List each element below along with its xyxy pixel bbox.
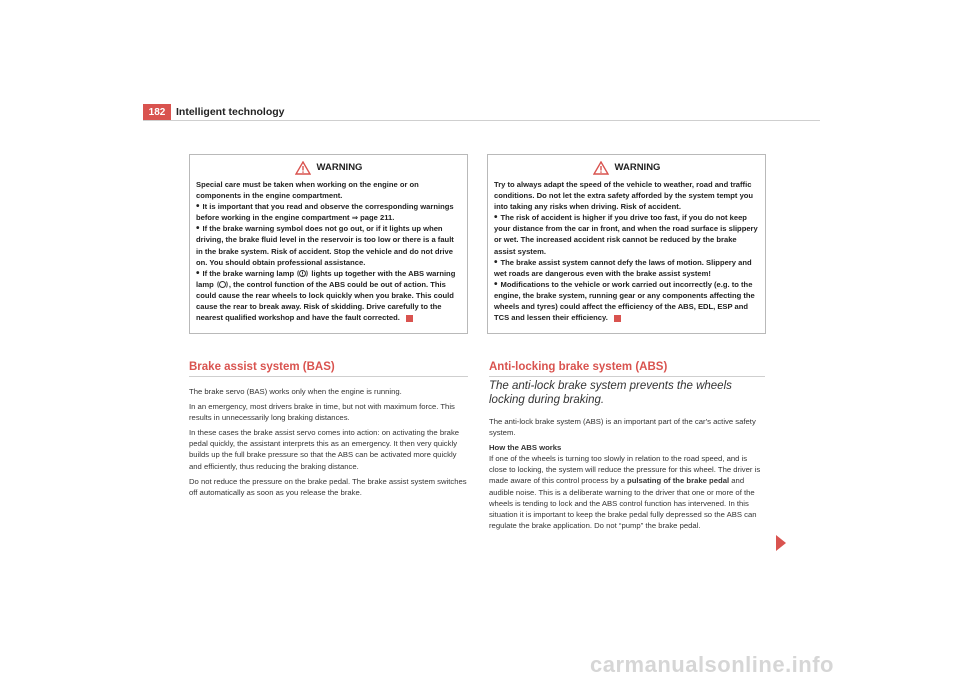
warning-intro: Special care must be taken when working on the engine or on components in the engine compartment. xyxy=(196,180,419,201)
warning-triangle-icon xyxy=(593,161,609,175)
warning-bullet: • The risk of accident is higher if you drive too fast, if you do not keep your distance from the car in front, and when the road surface is slippery or wet. The increased accident risk cannot be reduced by the brake assist system. xyxy=(494,212,759,256)
section-subtitle-abs: The anti-lock brake system prevents the wheels locking during braking. xyxy=(489,380,732,406)
emphasis-text: pulsating of the brake pedal xyxy=(627,476,730,486)
warning-bullet-lamps xyxy=(196,268,461,323)
paragraph: In an emergency, most drivers brake in time, but not with maximum force. This results in unnecessarily long braking distances. xyxy=(189,402,455,423)
warning-bullet: • If the brake warning symbol does not go out, or if it lights up when driving, the brake fluid level in the reservoir is too low or there is a fault in the brake system. Risk of accident. Stop the vehicle and do not drive on. You should obtain professional assistance. xyxy=(196,223,461,267)
paragraph xyxy=(489,453,767,531)
warning-bullet-text: Modifications to the vehicle or work carried out incorrectly (e.g. to the engine, the brake system, running gear or any components affecting the wheels and tyres) could affect the efficiency of the ABS, EDL, ESP and TCS and lessen their efficiency. xyxy=(494,279,755,323)
section-title-bas: Brake assist system (BAS) xyxy=(189,361,468,377)
subheading-how-abs-works: How the ABS works xyxy=(489,443,562,453)
warning-title: WARNING xyxy=(316,162,363,174)
brake-warning-lamp-icon xyxy=(297,269,308,278)
paragraph: In these cases the brake assist servo comes into action: on activating the brake pedal quickly, the assistant interprets this as an emergency. It then very quickly builds up the full brake pressure so that the ABS can be activated more quickly and efficiently, thus reducing the braking distance. xyxy=(189,428,460,471)
warning-intro: Try to always adapt the speed of the vehicle to weather, road and traffic conditions. Do not let the extra safety afforded by the system tempt you into taking any risks when driving. Risk of accident. xyxy=(494,180,754,212)
paragraph: The brake servo (BAS) works only when the engine is running. xyxy=(189,387,402,396)
warning-bullet: • It is important that you read and observe the corresponding warnings before working in the engine compartment ⇒ page 211. xyxy=(196,201,461,223)
warning-box-right xyxy=(487,154,766,334)
warning-box-left xyxy=(189,154,468,334)
header-rule xyxy=(143,120,820,121)
paragraph: Do not reduce the pressure on the brake pedal. The brake assist system switches off automatically as soon as you release the brake. xyxy=(189,476,467,497)
warning-bullet-text: , the control function of the ABS could be out of action. This could cause the rear wheels to lock quickly when you brake. This could cause the rear to break away. Risk of skidding. Drive carefully to the nearest qualified workshop and have the fault corrected. xyxy=(196,279,454,323)
bas-body xyxy=(189,386,471,502)
warning-bullet-text: If the brake warning lamp xyxy=(202,268,295,278)
warning-header xyxy=(196,161,461,175)
section-end-marker xyxy=(614,315,621,322)
warning-title: WARNING xyxy=(614,162,661,174)
running-title: Intelligent technology xyxy=(176,106,285,118)
warning-bullet-text: lights up together with the ABS warning lamp xyxy=(196,268,456,289)
section-end-marker xyxy=(406,315,413,322)
warning-bullet xyxy=(494,279,759,323)
page-number: 182 xyxy=(143,104,171,121)
warning-bullet: • The brake assist system cannot defy the laws of motion. Slippery and wet roads are dangerous even with the brake assist system! xyxy=(494,257,759,279)
abs-body xyxy=(489,416,767,535)
paragraph-text: If one of the wheels is turning too slowly in relation to the road speed, and is close to locking, the system will reduce the pressure for this wheel. The driver is made aware of this control process by a xyxy=(489,454,761,486)
next-page-arrow-icon[interactable] xyxy=(776,535,786,551)
section-title-abs: Anti-locking brake system (ABS) xyxy=(489,361,765,377)
abs-warning-lamp-icon xyxy=(217,280,228,289)
warning-header xyxy=(494,161,759,175)
paragraph-text: and audible noise. This is a deliberate warning to the driver that one or more of the wheels is tending to lock and the ABS control function has intervened. In this situation it is important to keep the brake pedal fully depressed so the ABS can regulate the brake application. Do not “pump” the brake pedal. xyxy=(489,476,757,530)
watermark: carmanualsonline.info xyxy=(590,652,834,677)
warning-triangle-icon xyxy=(295,161,311,175)
paragraph: The anti-lock brake system (ABS) is an important part of the car's active safety system. xyxy=(489,417,756,438)
